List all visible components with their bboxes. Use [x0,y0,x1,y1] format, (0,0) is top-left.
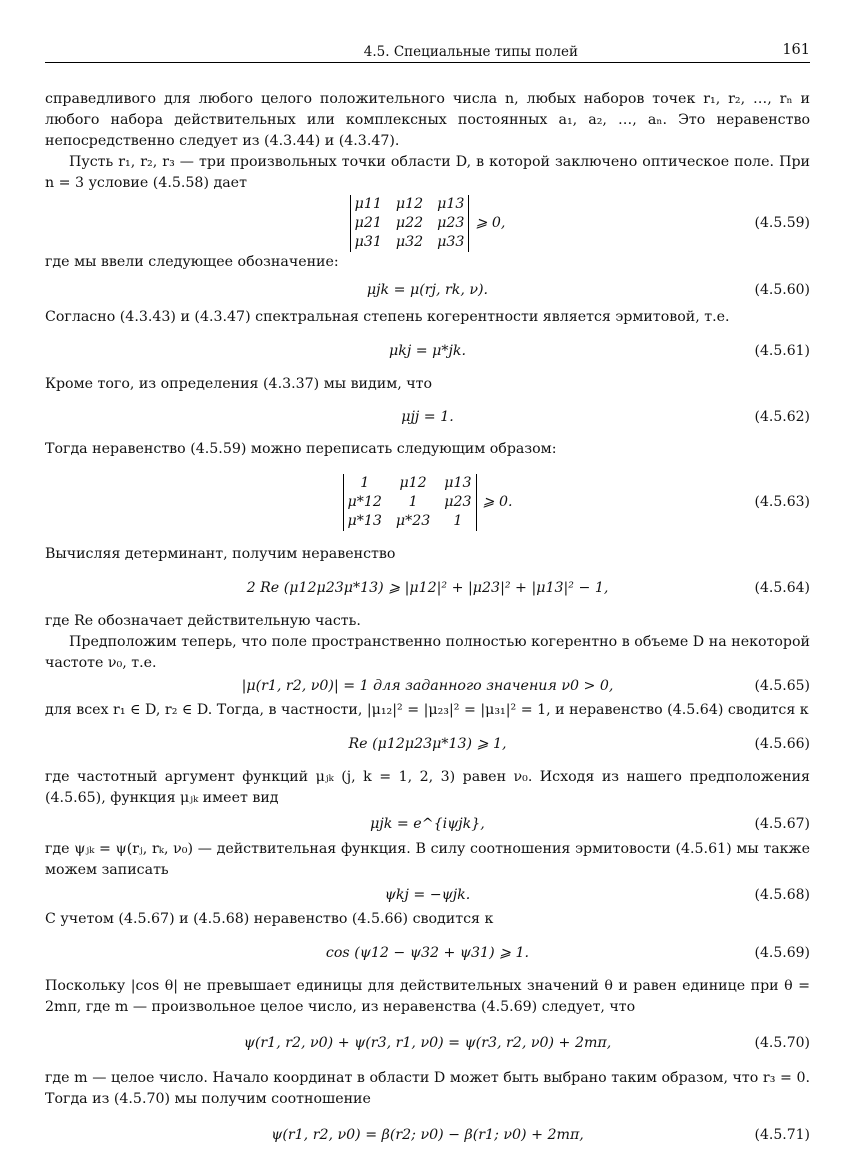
paragraph: Пусть r₁, r₂, r₃ — три произвольных точки области D, в которой заключено оптическое поле. При n = 3 условие (4.5.58) дает [45,154,810,191]
equation-number: (4.5.64) [754,580,810,596]
matrix-cell: μ*23 [395,512,431,529]
equation-body: μkj = μ*jk. [389,343,466,359]
equation-body: μjk = μ(rj, rk, ν). [366,282,489,298]
matrix-cell: 1 [360,474,370,491]
paragraph: Тогда неравенство (4.5.59) можно переписать следующим образом: [45,441,557,457]
page [45,40,810,1160]
equation-body: ψkj = −ψjk. [384,887,471,903]
equation-number: (4.5.66) [754,736,810,752]
equation-number: (4.5.60) [754,282,810,298]
equation-number: (4.5.62) [754,409,810,425]
equation-body: cos (ψ12 − ψ32 + ψ31) ⩾ 1. [325,945,530,961]
equation-body: μjk = e^{iψjk}, [370,816,485,832]
equation [45,328,810,374]
paragraph: Вычисляя детерминант, получим неравенство [45,546,396,562]
equation [45,565,810,611]
page-number: 161 [782,42,810,58]
paragraph: где m — целое число. Начало координат в области D может быть выбрано таким образом, что r₃ = 0. Тогда из (4.5.70) мы получим соотношение [45,1070,810,1107]
paragraph: справедливого для любого целого положительного числа n, любых наборов точек r₁, r₂, …, rₙ и любого набора действительных или комплексных постоянных a₁, a₂, …, aₙ. Это неравенство непосредственно следует из (4.3.44) и (4.3.47). [45,91,810,149]
equation-body: |μ(r1, r2, ν0)| = 1 для заданного значения ν0 > 0, [241,678,614,694]
equation-number: (4.5.68) [754,887,810,903]
equation [45,194,810,252]
equation-number: (4.5.65) [754,678,810,694]
paragraph: для всех r₁ ∈ D, r₂ ∈ D. Тогда, в частности, |μ₁₂|² = |μ₂₃|² = |μ₃₁|² = 1, и неравенство (4.5.64) сводится к [45,702,809,718]
equation-number: (4.5.59) [754,215,810,231]
matrix-cell: μ13 [437,195,465,212]
matrix-cell: μ33 [437,233,465,250]
equation [45,395,810,439]
determinant-matrix [350,195,470,252]
matrix-cell: μ*12 [347,493,382,510]
equation [45,273,810,307]
matrix-cell: μ31 [354,233,382,250]
matrix-cell: μ12 [395,195,424,212]
paragraph: где Re обозначает действительную часть. [45,613,361,629]
body-text [45,89,810,1160]
equation [45,1018,810,1068]
equation-tail: ⩾ 0. [482,494,513,510]
matrix-cell: μ32 [395,233,424,250]
matrix-cell: μ12 [399,474,427,491]
equation-number: (4.5.69) [754,945,810,961]
paragraph: Предположим теперь, что поле пространственно полностью когерентно в объеме D на некоторой частоте ν₀, т.е. [45,634,810,671]
matrix-cell: μ11 [354,195,382,212]
matrix-cell: 1 [453,512,463,529]
matrix-cell: μ23 [444,493,472,510]
paragraph: Кроме того, из определения (4.3.37) мы видим, что [45,376,433,392]
equation-body: ψ(r1, r2, ν0) + ψ(r3, r1, ν0) = ψ(r3, r2, ν0) + 2mπ, [243,1035,612,1051]
determinant-matrix [343,474,477,531]
equation-number: (4.5.67) [754,816,810,832]
matrix-cell: μ13 [444,474,472,491]
paragraph: Согласно (4.3.43) и (4.3.47) спектральная степень когерентности является эрмитовой, т.е. [45,309,730,325]
equation [45,672,810,700]
section-title: 4.5. Специальные типы полей [363,44,578,60]
equation-number: (4.5.71) [754,1127,810,1143]
matrix-cell: μ21 [354,214,382,231]
equation [45,809,810,839]
paragraph: где частотный аргумент функций μⱼₖ (j, k = 1, 2, 3) равен ν₀. Исходя из нашего предположения (4.5.65), функция μⱼₖ имеет вид [45,769,810,806]
paragraph: С учетом (4.5.67) и (4.5.68) неравенство (4.5.66) сводится к [45,911,494,927]
equation [45,930,810,976]
equation [45,881,810,909]
equation-tail: ⩾ 0, [475,215,506,231]
equation-body: Re (μ12μ23μ*13) ⩾ 1, [348,736,507,752]
equation [45,1110,810,1160]
equation-body: ψ(r1, r2, ν0) = β(r2; ν0) − β(r1; ν0) + 2mπ, [271,1127,584,1143]
equation-number: (4.5.63) [754,494,810,510]
equation-number: (4.5.70) [754,1035,810,1051]
matrix-cell: 1 [408,493,418,510]
equation-number: (4.5.61) [754,343,810,359]
matrix-cell: μ22 [395,214,424,231]
paragraph: где мы ввели следующее обозначение: [45,254,339,270]
paragraph: Поскольку |cos θ| не превышает единицы для действительных значений θ и равен единице при θ = 2mπ, где m — произвольное целое число, из неравенства (4.5.69) следует, что [45,978,810,1015]
equation [45,721,810,767]
equation-body: 2 Re (μ12μ23μ*13) ⩾ |μ12|² + |μ23|² + |μ13|² − 1, [246,580,609,596]
equation-body: μjj = 1. [401,409,454,425]
matrix-cell: μ*13 [347,512,382,529]
running-head [45,40,810,63]
equation [45,460,810,544]
matrix-cell: μ23 [437,214,465,231]
paragraph: где ψⱼₖ = ψ(rⱼ, rₖ, ν₀) — действительная функция. В силу соотношения эрмитовости (4.5.61) мы также можем записать [45,841,810,878]
